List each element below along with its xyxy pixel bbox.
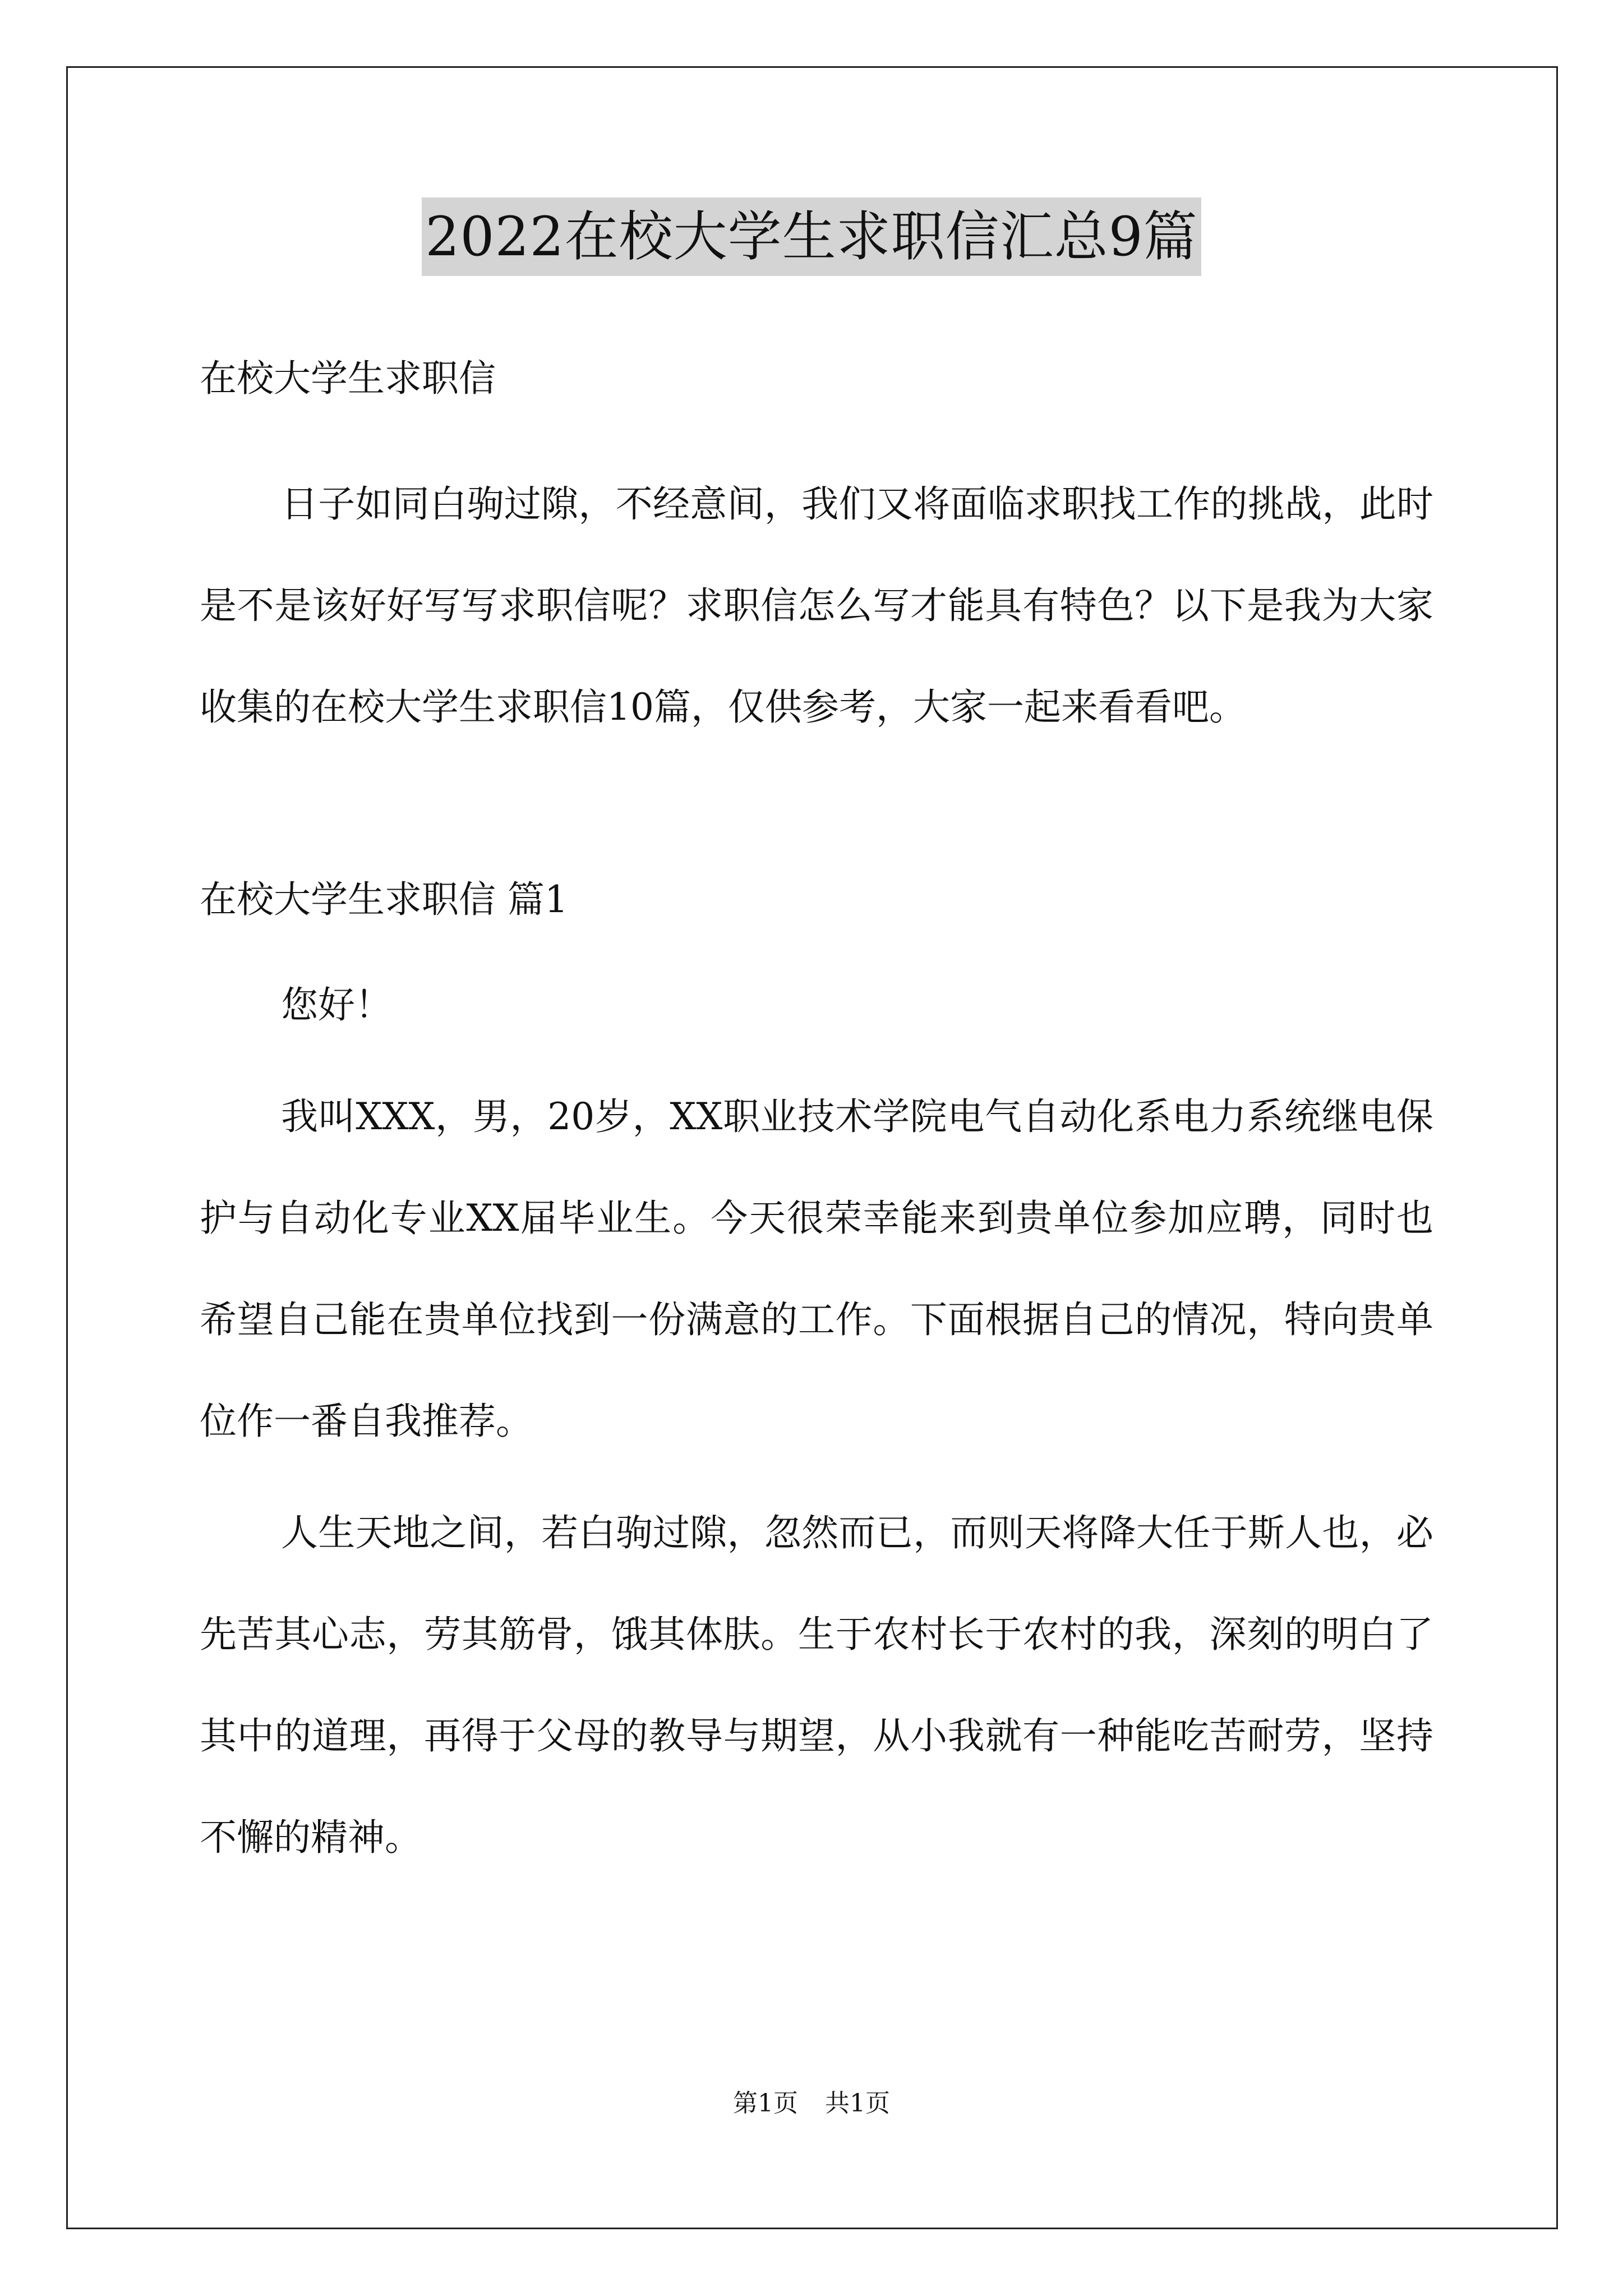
page-total: 共1页 (825, 2089, 890, 2118)
body-paragraph: 我叫XXX，男，20岁，XX职业技术学院电气自动化系电力系统继电保护与自动化专业XX届毕业生。今天很荣幸能来到贵单位参加应聘，同时也希望自己能在贵单位找到一份满意的工作。下面根据自己的情况，特向贵单位作一番自我推荐。 (200, 1095, 1433, 1443)
intro-heading: 在校大学生求职信 (200, 357, 496, 400)
page-footer (0, 2087, 1623, 2120)
intro-paragraph: 日子如同白驹过隙，不经意间，我们又将面临求职找工作的挑战，此时是不是该好好写写求职信呢？求职信怎么写才能具有特色？以下是我为大家收集的在校大学生求职信10篇，仅供参考，大家一起来看看吧。 (200, 482, 1433, 729)
page-number: 第1页 (733, 2089, 798, 2118)
body-paragraph: 人生天地之间，若白驹过隙，忽然而已，而则天将降大任于斯人也，必先苦其心志，劳其筋骨，饿其体肤。生于农村长于农村的我，深刻的明白了其中的道理，再得于父母的教导与期望，从小我就有一种能吃苦耐劳，坚持不懈的精神。 (200, 1511, 1433, 1859)
article-heading: 在校大学生求职信 篇1 (200, 878, 568, 921)
document-title: 2022在校大学生求职信汇总9篇 (422, 197, 1201, 276)
document-body (200, 314, 1433, 1888)
greeting: 您好！ (281, 983, 392, 1027)
title-container (0, 197, 1623, 276)
